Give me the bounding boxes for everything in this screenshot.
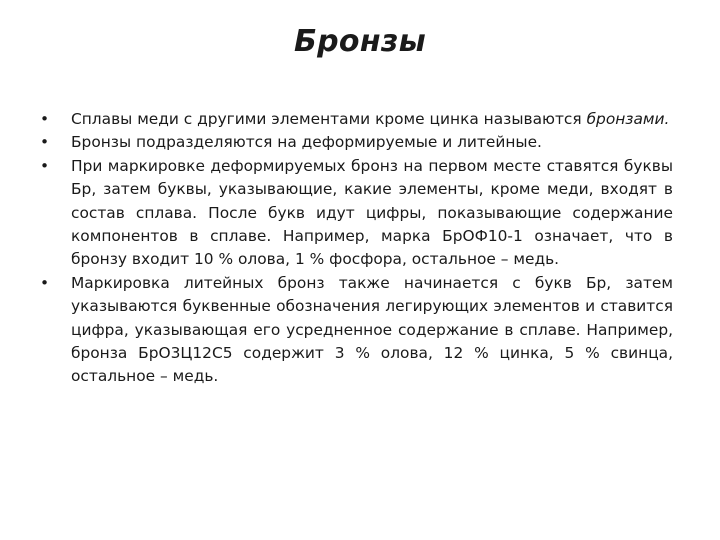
bullet-italic-term: бронзами. bbox=[586, 110, 670, 128]
bullet-item-2 bbox=[40, 131, 673, 154]
bullet-item-4 bbox=[40, 272, 673, 389]
bullet-item-3 bbox=[40, 155, 673, 272]
bullet-text: Сплавы меди с другими элементами кроме цинка называются bbox=[71, 110, 587, 128]
bullet-text: Маркировка литейных бронз также начинается с букв Бр, затем указываются буквенные обозначения легирующих элементов и ставится цифра, указывающая его усредненное содержание в сплаве. Например, бронза БрО3Ц12С5 содержит 3 % олова, 12 % цинка, 5 % свинца, остальное – медь. bbox=[71, 273, 673, 386]
bullet-list bbox=[40, 108, 673, 389]
bullet-marker: • bbox=[40, 156, 50, 175]
bullet-item-1 bbox=[40, 108, 673, 131]
bullet-marker: • bbox=[40, 133, 50, 152]
bullet-marker: • bbox=[40, 110, 50, 128]
bullet-text: При маркировке деформируемых бронз на первом месте ставятся буквы Бр, затем буквы, указывающие, какие элементы, кроме меди, входят в состав сплава. После букв идут цифры, показывающие содержание компонентов в сплаве. Например, марка БрОФ10-1 означает, что в бронзу входит 10 % олова, 1 % фосфора, остальное – медь. bbox=[71, 156, 673, 269]
bullet-marker: • bbox=[40, 273, 50, 292]
slide-title: Бронзы bbox=[293, 24, 427, 59]
bullet-text: Бронзы подразделяются на деформируемые и литейные. bbox=[71, 133, 542, 152]
